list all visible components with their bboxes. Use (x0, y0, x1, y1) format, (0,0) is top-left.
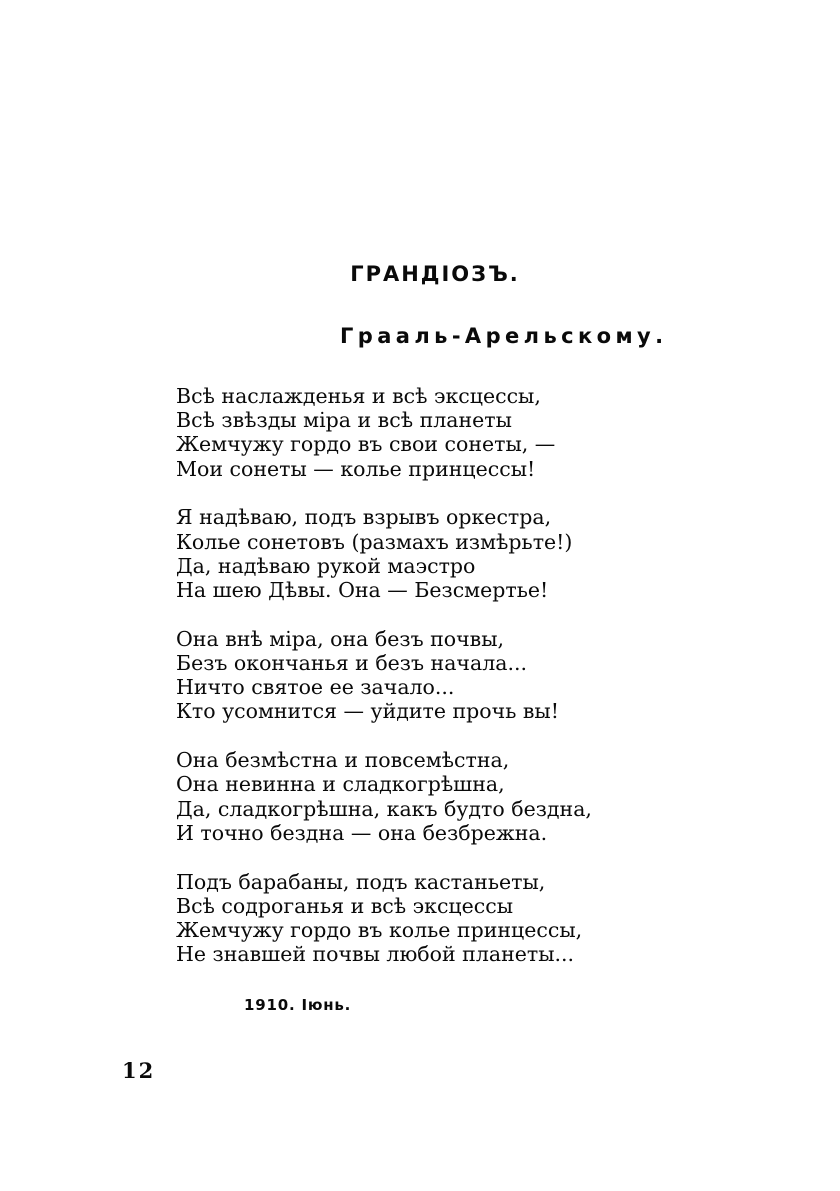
stanza (176, 870, 636, 967)
poem-line: Колье сонетовъ (размахъ измѣрьте!) (176, 529, 573, 554)
poem-line: Она невинна и сладкогрѣшна, (176, 772, 505, 797)
poem-line: Она безмѣстна и повсемѣстна, (176, 748, 510, 773)
poem-line: И точно бездна — она безбрежна. (176, 820, 548, 845)
poem-line: На шею Дѣвы. Она — Безсмертье! (176, 578, 549, 603)
poem-line: Да, надѣваю рукой маэстро (176, 553, 476, 578)
stanza (176, 384, 636, 481)
poem-line: Я надѣваю, подъ взрывъ оркестра, (176, 505, 552, 530)
poem-line: Всѣ звѣзды міра и всѣ планеты (176, 408, 512, 433)
poem-line: Не знавшей почвы любой планеты... (176, 942, 575, 967)
poem-date: 1910. Іюнь. (244, 996, 352, 1014)
poem-line: Да, сладкогрѣшна, какъ будто бездна, (176, 796, 592, 821)
poem-line: Безъ окончанья и безъ начала... (176, 651, 527, 676)
stanza (176, 748, 636, 845)
stanza (176, 627, 636, 724)
poem-line: Она внѣ міра, она безъ почвы, (176, 626, 505, 651)
poem-line: Жемчужу гордо въ колье принцессы, (176, 918, 583, 943)
poem-dedication: Грааль-Арельскому. (340, 324, 668, 348)
poem-line: Всѣ наслажденья и всѣ эксцессы, (176, 384, 541, 408)
page-number: 12 (122, 1058, 156, 1083)
stanza (176, 505, 636, 602)
poem-body (176, 384, 636, 991)
poem-line: Кто усомнится — уйдите прочь вы! (176, 699, 559, 724)
poem-line: Мои сонеты — колье принцессы! (176, 456, 536, 481)
poem-title: ГРАНДІОЗЪ. (350, 262, 520, 286)
poem-line: Жемчужу гордо въ свои сонеты, — (176, 432, 556, 457)
poem-line: Ничто святое ее зачало... (176, 675, 455, 700)
poem-line: Всѣ содроганья и всѣ эксцессы (176, 893, 514, 918)
poem-line: Подъ барабаны, подъ кастаньеты, (176, 869, 546, 894)
